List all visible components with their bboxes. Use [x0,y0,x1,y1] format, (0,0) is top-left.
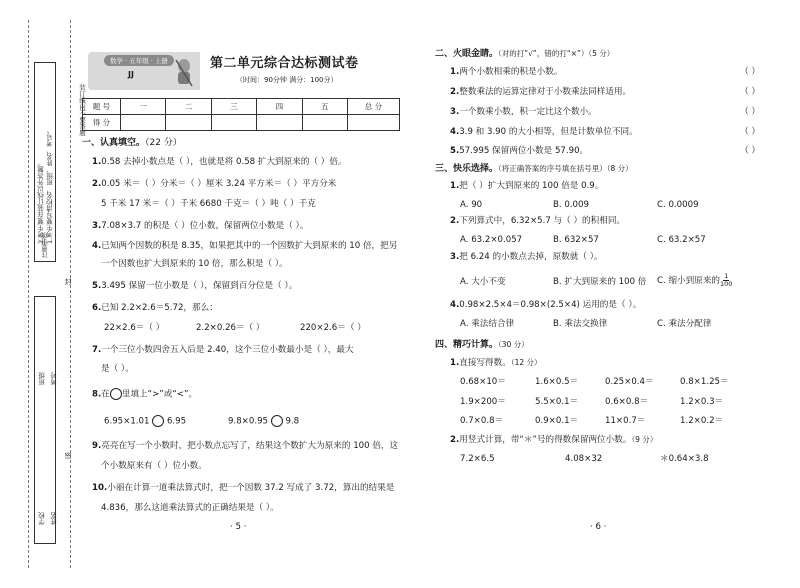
score-row-label: 得 分 [83,115,121,131]
q-number: 3. [450,252,460,262]
section-2-points: （对的打“√”，错的打“×”）（5 分） [498,49,615,58]
q6-item-2: 2.2×0.26＝（ ） [196,323,265,333]
calc-item: 1.2×0.2＝ [680,416,724,426]
score-header-cell: 总 分 [348,99,400,115]
calc-item: 0.68×10＝ [460,377,506,387]
score-header-cell: 二 [166,99,211,115]
answer-paren[interactable]: （ ） [740,107,760,117]
q-number: 3. [450,107,460,117]
calc-item: 1.9×200＝ [460,397,506,407]
q-text: 把 6.24 的小数点去掉，原数就（ ）。 [459,252,603,262]
q7-line-1 [92,344,354,356]
q-points: （9 分） [631,435,658,444]
q-text: 下列算式中，6.32×5.7 与（ ）的积相同。 [459,216,626,226]
tf-item-4 [450,126,760,138]
q-text: 把（ ）扩大到原来的 100 倍是 0.9。 [459,181,604,191]
q2-line-2 [101,198,316,210]
q4-line-2 [101,258,288,270]
q1 [92,156,347,168]
q-text: 一个三位小数四舍五入后是 2.40，这个三位小数最小是（ ），最大 [101,345,354,355]
q-text: 小丽在计算一道乘法算式时，把一个因数 37.2 写成了 3.72，算出的结果是 [107,483,395,493]
choice-3-option-b[interactable]: B. 扩大到原来的 100 倍 [553,277,647,287]
q-text: 是（ ）。 [101,364,134,374]
notice-heading: 注意事项 [41,232,49,258]
q-number: 9. [92,441,102,451]
choice-4-option-b[interactable]: B. 乘法交换律 [553,319,608,329]
section-1-title: 一、认真填空。 [82,138,146,148]
score-cell[interactable] [211,115,256,131]
choice-2-option-c[interactable]: C. 63.2×57 [657,235,706,245]
q-text: 一个数乘小数，积一定比这个数小。 [459,107,597,117]
score-cell[interactable] [166,115,211,131]
choice-4-option-a[interactable]: A. 乘法结合律 [460,319,515,329]
q6-item-3: 220×2.6＝（ ） [300,323,366,333]
q-number: 5. [450,146,460,156]
choice-3 [450,251,603,263]
fraction-one-hundredth [720,273,732,288]
choice-1-option-c[interactable]: C. 0.0009 [657,200,699,210]
fraction-denominator: 100 [720,280,733,288]
q8-item-1 [104,415,186,428]
subject-badge: 数学 · 五年级 · 上册 [104,55,174,66]
q-number: 2. [450,435,460,445]
q-number: 8. [92,389,102,400]
q-number: 4. [450,300,460,310]
answer-paren[interactable]: （ ） [740,146,760,156]
score-table [82,98,400,131]
q4-line-1 [92,240,397,252]
q-text: 0.98×2.5×4＝0.98×(2.5×4) 运用的是（ ）。 [459,300,642,310]
choice-2-option-b[interactable]: B. 632×57 [553,235,599,245]
calc-item: 0.8×1.25＝ [680,377,729,387]
score-header-cell: 题 号 [83,99,121,115]
notice-text-2: 2.考生要在装订线以外答题。 [37,159,45,244]
q-text: 0.58 去掉小数点是（ ），也就是将 0.58 扩大到原来的（ ）倍。 [101,157,347,167]
score-header-cell: 三 [211,99,256,115]
score-header-cell: 五 [302,99,347,115]
section-3-points: （将正确答案的序号填在括号里）（8 分） [498,164,633,173]
tf-item-1 [450,66,760,78]
notice-right-text: 装订线内不要答题 [78,84,86,136]
fraction-numerator: 1 [724,272,729,280]
answer-paren[interactable]: （ ） [740,67,760,77]
section-4-points: （30 分） [498,340,529,349]
part-1-heading [450,357,542,369]
q-points: （12 分） [510,358,542,367]
q6 [92,302,218,314]
edition-label: JJ [128,70,134,79]
mascot-illustration [172,56,196,88]
section-1-heading [82,135,182,148]
choice-2 [450,215,625,227]
score-cell[interactable] [121,115,166,131]
calc-item: 0.25×0.4＝ [605,377,654,387]
student-info-box [34,296,56,544]
choice-2-option-a[interactable]: A. 63.2×0.057 [460,235,523,245]
choice-3-option-c[interactable] [657,270,732,292]
q5 [92,280,297,292]
q-number: 1. [450,358,460,368]
q2-line-1 [92,178,336,190]
tf-item-5 [450,145,760,157]
q-text: 5 千米 17 米＝（ ）千米 6680 千克＝（ ）吨（ ）千克 [101,199,316,209]
q-number: 2. [92,179,102,189]
q-number: 1. [450,67,460,77]
q8-left-expr: 6.95×1.01 [104,416,150,427]
page-number-right: · 6 · [590,522,607,532]
calc-item: 11×0.7＝ [605,416,646,426]
calc-item: 0.9×0.1＝ [535,416,579,426]
q-number: 5. [92,281,102,291]
calc-item: 5.5×0.1＝ [535,397,579,407]
calc-item: 1.6×0.5＝ [535,377,579,387]
vertical-calc-item: ＊0.64×3.8 [660,454,709,464]
binding-mark-feng: 封 [64,278,72,285]
choice-1-option-a[interactable]: A. 90 [460,200,483,210]
vertical-calc-item: 4.08×32 [565,454,603,464]
section-2-heading [435,46,614,59]
choice-1 [450,180,603,192]
q10-line-1 [92,482,394,494]
q-text: 3.9 和 3.90 的大小相等，但是计数单位不同。 [459,127,638,137]
q8 [92,388,197,401]
name-field-label: 姓名 [50,512,58,525]
q-text: 已知 2.2×2.6＝5.72，那么： [101,303,218,313]
score-cell[interactable] [257,115,302,131]
score-table-header-row [83,99,400,115]
q-text: 亮亮在写一个小数时，把小数点忘写了，结果这个数扩大为原来的 100 倍，这 [101,441,399,451]
q8-right-expr: 6.95 [166,416,187,427]
q-text: 两个小数相乘的积是小数。 [459,67,563,77]
q-text: 整数乘法的运算定律对于小数乘法同样适用。 [459,87,632,97]
q-number: 6. [92,303,102,313]
q-text: 已知两个因数的积是 8.35，如果把其中的一个因数扩大到原来的 10 倍，把另 [101,241,398,251]
comparison-circle[interactable] [152,415,164,427]
q-number: 10. [92,483,108,493]
q-text: 57.995 保留两位小数是 57.90。 [459,146,589,156]
q-text: 用竖式计算，带“＊”号的得数保留两位小数。 [459,435,632,445]
class-field-label: 班级 [38,372,46,385]
q-text: 在 [101,389,110,400]
q-text: 里填上“>”或“<”。 [121,389,198,400]
section-3-title: 三、快乐选择。 [435,164,499,174]
q-text: 7.08×3.7 的积是（ ）位小数，保留两位小数是（ ）。 [101,221,309,231]
q-text: 一个因数也扩大到原来的 10 倍，那么积是（ ）。 [101,259,288,269]
q-number: 3. [92,221,102,231]
answer-paren[interactable]: （ ） [740,127,760,137]
answer-paren[interactable]: （ ） [740,87,760,97]
q-number: 7. [92,345,102,355]
binding-line-inner [70,20,71,568]
choice-4 [450,299,641,311]
score-cell[interactable] [302,115,347,131]
q8-left-expr: 9.8×0.95 [228,416,269,427]
calc-item: 1.2×0.3＝ [680,397,724,407]
binding-mark-mi: 密 [64,452,72,459]
q-text: 3.495 保留一位小数是（ ），保留到百分位是（ ）。 [101,281,298,291]
q-number: 4. [450,127,460,137]
exam-title: 第二单元综合达标测试卷 [210,56,359,71]
q-number: 1. [450,181,460,191]
binding-line-outer [28,20,29,568]
section-3-heading [435,161,633,174]
q-number: 4. [92,241,102,251]
q7-line-2 [101,363,134,375]
section-4-title: 四、精巧计算。 [435,340,499,350]
vertical-calc-item: 7.2×6.5 [460,454,495,464]
q8-item-2 [228,415,299,428]
q9-line-2 [101,460,207,472]
choice-1-option-b[interactable]: B. 0.009 [553,200,589,210]
q6-item-1: 22×2.6＝（ ） [104,323,165,333]
q-text: 4.836，那么这道乘法算式的正确结果是（ ）。 [101,503,279,513]
q10-line-2 [101,502,279,514]
section-2-title: 二、火眼金睛。 [435,49,499,59]
q-text: 个小数原来有（ ）位小数。 [101,461,207,471]
school-field-label: 学校 [38,512,46,525]
comparison-circle[interactable] [271,415,283,427]
section-4-heading [435,337,529,350]
exam-subtitle: （时间：90分钟 满分：100分） [236,76,338,84]
q-text: 0.05 米＝（ ）分米＝（ ）厘米 3.24 平方米＝（ ）平方分米 [101,179,337,189]
q-text: 直接写得数。 [459,358,511,368]
calc-item: 0.7×0.8＝ [460,416,504,426]
notice-text-1: 1.考生要写清校名、班级、姓名、考号。 [46,127,54,244]
score-header-cell: 四 [257,99,302,115]
score-header-cell: 一 [121,99,166,115]
q3 [92,220,308,232]
page-number-left: · 5 · [230,522,247,532]
tf-item-3 [450,106,760,118]
q-number: 1. [92,157,102,167]
q9-line-1 [92,440,398,452]
exam-number-field-label: 考号 [50,372,58,385]
choice-4-option-c[interactable]: C. 乘法分配律 [657,319,712,329]
choice-3-option-a[interactable]: A. 大小不变 [460,277,506,287]
comparison-circle[interactable] [110,388,122,400]
section-1-points: （22 分） [145,138,182,148]
q-number: 2. [450,87,460,97]
option-text: C. 缩小到原来的 [657,276,721,286]
score-cell[interactable] [348,115,400,131]
tf-item-2 [450,86,760,98]
calc-item: 0.6×0.8＝ [605,397,649,407]
q8-right-expr: 9.8 [285,416,300,427]
score-table-score-row [83,115,400,131]
q-number: 2. [450,216,460,226]
part-2-heading [450,434,657,446]
